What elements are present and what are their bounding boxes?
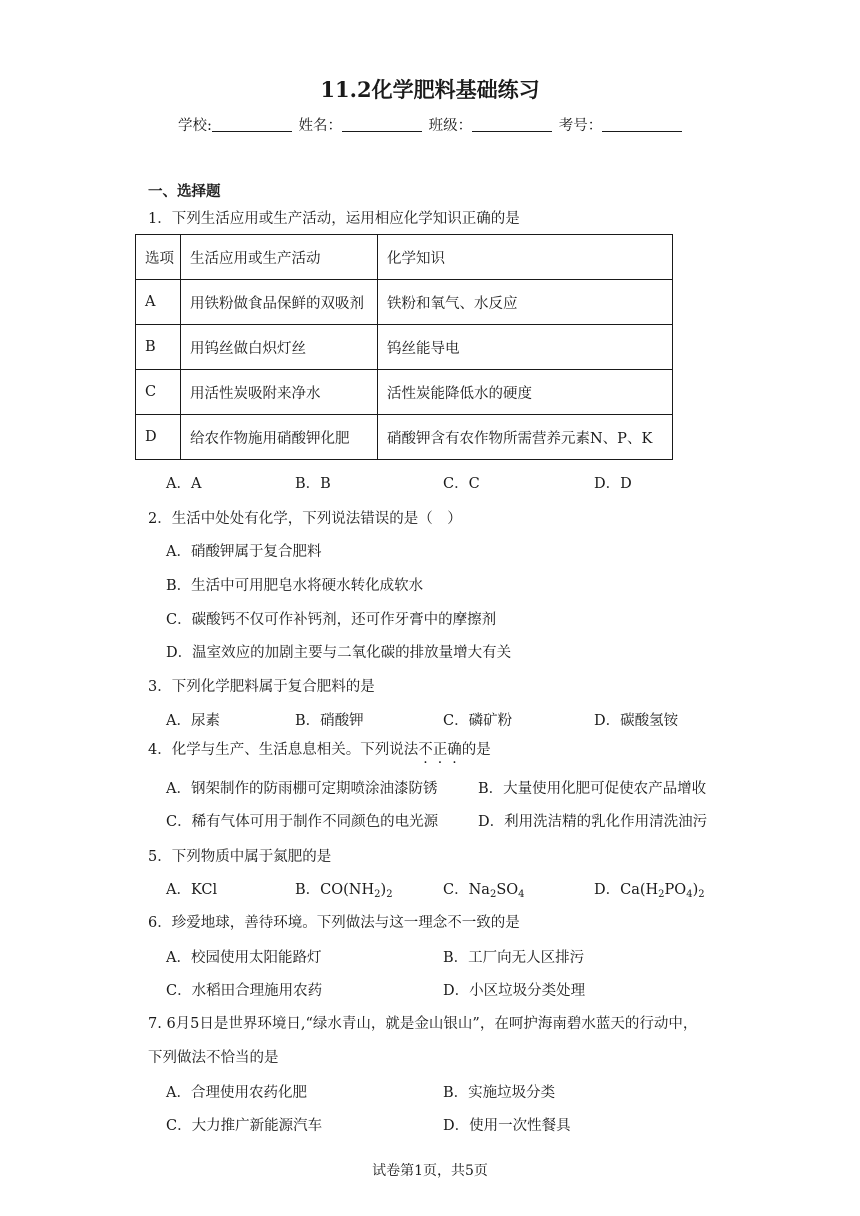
subscript: 2 bbox=[374, 889, 381, 900]
table-cell: 钨丝能导电 bbox=[378, 325, 673, 370]
school-blank bbox=[212, 116, 292, 132]
q6-option-a[interactable]: A．校园使用太阳能路灯 bbox=[166, 950, 322, 966]
subscript: 2 bbox=[489, 889, 497, 900]
subscript: 4 bbox=[518, 889, 525, 900]
q4-stem-tail: 的是 bbox=[461, 742, 491, 758]
question-3-stem: 3．下列化学肥料属于复合肥料的是 bbox=[148, 679, 375, 695]
table-header-cell: 生活应用或生产活动 bbox=[181, 235, 378, 280]
q7-option-b[interactable]: B．实施垃圾分类 bbox=[443, 1085, 556, 1101]
q7-option-a[interactable]: A．合理使用农药化肥 bbox=[166, 1085, 307, 1101]
student-info-line bbox=[178, 114, 684, 135]
table-row bbox=[136, 370, 673, 415]
formula-text: ) bbox=[692, 882, 699, 898]
q5-option-c[interactable] bbox=[443, 878, 525, 900]
exam-number-blank bbox=[602, 116, 682, 132]
section-heading: 一、选择题 bbox=[148, 183, 221, 200]
q4-option-d[interactable]: D．利用洗洁精的乳化作用清洗油污 bbox=[478, 814, 708, 830]
q2-option-a[interactable]: A．硝酸钾属于复合肥料 bbox=[166, 544, 322, 560]
formula-text: C．Na bbox=[443, 882, 490, 898]
emphasis-char: 正 bbox=[432, 742, 448, 758]
page-footer: 试卷第1页，共5页 bbox=[372, 1163, 488, 1179]
q3-option-b[interactable]: B．硝酸钾 bbox=[295, 713, 364, 729]
question-7-stem-line-2: 下列做法不恰当的是 bbox=[148, 1050, 279, 1066]
table-cell: 给农作物施用硝酸钾化肥 bbox=[181, 415, 378, 460]
name-blank bbox=[342, 116, 422, 132]
question-4-stem bbox=[148, 738, 491, 759]
table-cell: 用钨丝做白炽灯丝 bbox=[181, 325, 378, 370]
question-1-table bbox=[135, 234, 673, 460]
q2-option-b[interactable]: B．生活中可用肥皂水将硬水转化成软水 bbox=[166, 578, 424, 594]
q4-stem-text: 4．化学与生产、生活息息相关。下列说法 bbox=[148, 742, 419, 758]
emphasis-char: 不 bbox=[418, 742, 433, 758]
q5-option-b[interactable] bbox=[295, 878, 393, 900]
q1-option-d[interactable]: D．D bbox=[594, 476, 632, 492]
formula-text: B．CO(NH bbox=[295, 882, 375, 898]
q4-option-c[interactable]: C．稀有气体可用于制作不同颜色的电光源 bbox=[166, 814, 439, 830]
exam-number-label: 考号： bbox=[558, 118, 603, 134]
table-cell: D bbox=[136, 415, 181, 460]
q3-option-d[interactable]: D．碳酸氢铵 bbox=[594, 713, 679, 729]
subscript: 2 bbox=[658, 889, 665, 900]
q1-option-b[interactable]: B．B bbox=[295, 476, 331, 492]
page-title: 11.2化学肥料基础练习 bbox=[320, 77, 540, 102]
q4-option-a[interactable]: A．钢架制作的防雨棚可定期喷涂油漆防锈 bbox=[166, 781, 438, 797]
q4-option-b[interactable]: B．大量使用化肥可促使农产品增收 bbox=[478, 781, 707, 797]
formula-text: ) bbox=[380, 882, 387, 898]
table-cell: C bbox=[136, 370, 181, 415]
q1-option-a[interactable]: A．A bbox=[166, 476, 202, 492]
table-cell: 用活性炭吸附来净水 bbox=[181, 370, 378, 415]
table-cell: 铁粉和氧气、水反应 bbox=[378, 280, 673, 325]
school-label: 学校: bbox=[178, 118, 212, 134]
formula-text: D．Ca(H bbox=[594, 882, 659, 898]
table-header-cell: 选项 bbox=[136, 235, 181, 280]
subscript: 2 bbox=[698, 889, 705, 900]
q6-option-b[interactable]: B．工厂向无人区排污 bbox=[443, 950, 585, 966]
q3-option-a[interactable]: A．尿素 bbox=[166, 713, 220, 729]
question-2-stem: 2．生活中处处有化学，下列说法错误的是（ ） bbox=[148, 511, 462, 527]
subscript: 4 bbox=[686, 889, 693, 900]
q7-option-d[interactable]: D．使用一次性餐具 bbox=[443, 1118, 571, 1134]
q6-option-d[interactable]: D．小区垃圾分类处理 bbox=[443, 983, 586, 999]
emphasis-char: 确 bbox=[447, 742, 462, 758]
subscript: 2 bbox=[386, 889, 393, 900]
q7-option-c[interactable]: C．大力推广新能源汽车 bbox=[166, 1118, 323, 1134]
question-7-stem-line-1: 7. 6月5日是世界环境日,“绿水青山，就是金山银山”，在呵护海南碧水蓝天的行动中， bbox=[148, 1016, 698, 1032]
q5-option-d[interactable] bbox=[594, 878, 705, 900]
table-cell: A bbox=[136, 280, 181, 325]
q3-option-c[interactable]: C．磷矿粉 bbox=[443, 713, 513, 729]
class-blank bbox=[472, 116, 552, 132]
table-cell: B bbox=[136, 325, 181, 370]
name-label: 姓名： bbox=[298, 118, 342, 134]
table-row bbox=[136, 415, 673, 460]
formula-text: SO bbox=[496, 882, 519, 898]
formula-text: PO bbox=[664, 882, 687, 898]
table-header-cell: 化学知识 bbox=[378, 235, 673, 280]
table-cell: 活性炭能降低水的硬度 bbox=[378, 370, 673, 415]
table-cell: 用铁粉做食品保鲜的双吸剂 bbox=[181, 280, 378, 325]
table-cell: 硝酸钾含有农作物所需营养元素N、P、K bbox=[378, 415, 673, 460]
class-label: 班级： bbox=[428, 118, 473, 134]
q6-option-c[interactable]: C．水稻田合理施用农药 bbox=[166, 983, 323, 999]
q2-option-c[interactable]: C．碳酸钙不仅可作补钙剂，还可作牙膏中的摩擦剂 bbox=[166, 612, 497, 628]
table-header-row bbox=[136, 235, 673, 280]
question-5-stem: 5．下列物质中属于氮肥的是 bbox=[148, 849, 332, 865]
question-6-stem: 6．珍爱地球，善待环境。下列做法与这一理念不一致的是 bbox=[148, 915, 520, 931]
q2-option-d[interactable]: D．温室效应的加剧主要与二氧化碳的排放量增大有关 bbox=[166, 645, 512, 661]
table-row bbox=[136, 280, 673, 325]
table-row bbox=[136, 325, 673, 370]
q5-option-a[interactable]: A．KCl bbox=[166, 882, 218, 898]
question-1-stem: 1．下列生活应用或生产活动，运用相应化学知识正确的是 bbox=[148, 211, 520, 227]
q1-option-c[interactable]: C．C bbox=[443, 476, 480, 492]
